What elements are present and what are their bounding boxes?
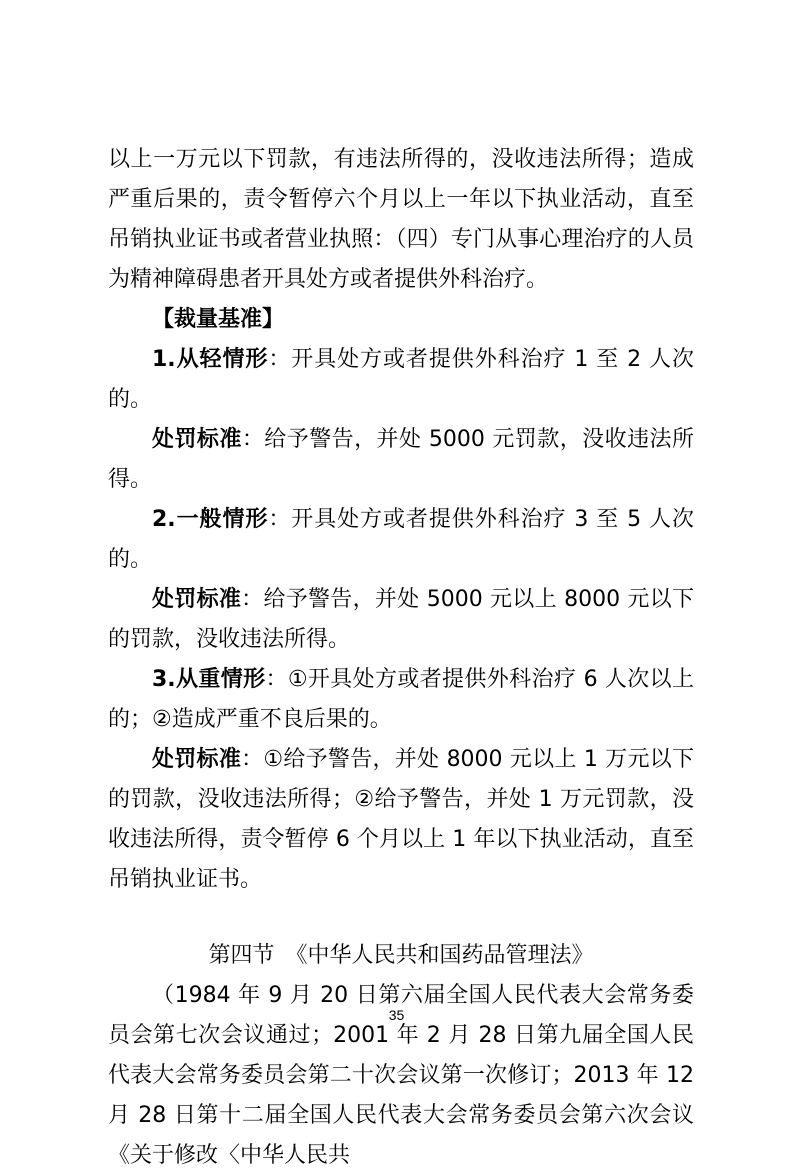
general-penalty-paragraph xyxy=(108,580,694,660)
light-penalty-text: ：给予警告，并处 5000 元罚款，没收违法所得。 xyxy=(108,427,694,492)
section-title: 第四节 《中华人民共和国药品管理法》 xyxy=(208,943,594,968)
light-penalty-paragraph xyxy=(108,420,694,500)
heavy-case-paragraph xyxy=(108,660,694,740)
page-number: 35 xyxy=(388,1007,405,1023)
general-penalty-text: ：给予警告，并处 5000 元以上 8000 元以下的罚款，没收违法所得。 xyxy=(108,587,694,652)
section-gap xyxy=(108,900,694,936)
general-case-label: 2.一般情形 xyxy=(152,507,269,532)
heavy-case-label: 3.从重情形 xyxy=(152,667,266,692)
general-case-paragraph xyxy=(108,500,694,580)
continuation-paragraph: 以上一万元以下罚款，有违法所得的，没收违法所得；造成严重后果的，责令暂停六个月以上一年以下执业活动，直至吊销执业证书或者营业执照：（四）专门从事心理治疗的人员为精神障碍患者开具处方或者提供外科治疗。 xyxy=(108,147,694,292)
heavy-penalty-text: ：①给予警告，并处 8000 元以上 1 万元以下的罚款，没收违法所得；②给予警告，并处 1 万元罚款，没收违法所得，责令暂停 6 个月以上 1 年以下执业活动，直至吊销执业证书。 xyxy=(108,747,694,892)
heavy-penalty-paragraph xyxy=(108,740,694,900)
general-case-text: ：开具处方或者提供外科治疗 3 至 5 人次的。 xyxy=(108,507,694,572)
section-history-paragraph: （1984 年 9 月 20 日第六届全国人民代表大会常务委员会第七次会议通过；2001 年 2 月 28 日第九届全国人民代表大会常务委员会第二十次会议第一次修订；2013 年 12 月 28 日第十二届全国人民代表大会常务委员会第六次会议《关于修改〈中华人民共 xyxy=(108,983,694,1168)
light-case-paragraph xyxy=(108,340,694,420)
light-case-label: 1.从轻情形 xyxy=(152,347,269,372)
light-case-text: ：开具处方或者提供外科治疗 1 至 2 人次的。 xyxy=(108,347,694,412)
standard-heading: 【裁量基准】 xyxy=(152,307,285,332)
general-penalty-label: 处罚标准 xyxy=(152,587,242,612)
heavy-case-text: ：①开具处方或者提供外科治疗 6 人次以上的；②造成严重不良后果的。 xyxy=(108,667,694,732)
light-penalty-label: 处罚标准 xyxy=(152,427,242,452)
heavy-penalty-label: 处罚标准 xyxy=(152,747,242,772)
